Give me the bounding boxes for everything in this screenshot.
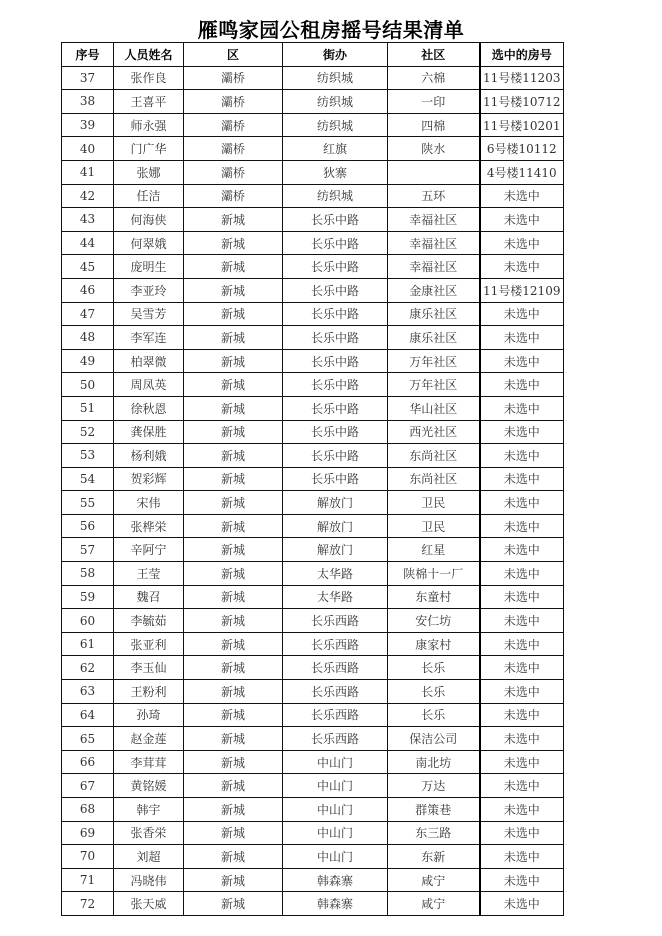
cell-district: 新城 <box>184 467 283 491</box>
cell-community <box>388 160 480 184</box>
table-row <box>62 113 564 137</box>
cell-subdistrict: 长乐中路 <box>283 302 388 326</box>
cell-subdistrict: 纺织城 <box>283 113 388 137</box>
cell-community: 咸宁 <box>388 892 480 916</box>
cell-selected-room: 未选中 <box>480 727 564 751</box>
cell-serial-number: 56 <box>62 514 114 538</box>
cell-selected-room: 11号楼11203 <box>480 66 564 90</box>
table-row <box>62 66 564 90</box>
header-selected-room: 选中的房号 <box>480 43 564 67</box>
cell-selected-room: 未选中 <box>480 396 564 420</box>
table-row <box>62 349 564 373</box>
cell-district: 灞桥 <box>184 113 283 137</box>
cell-person-name: 赵金莲 <box>114 727 184 751</box>
table-row <box>62 326 564 350</box>
table-row <box>62 585 564 609</box>
cell-community: 长乐 <box>388 680 480 704</box>
cell-district: 新城 <box>184 774 283 798</box>
table-row <box>62 420 564 444</box>
cell-district: 灞桥 <box>184 66 283 90</box>
cell-subdistrict: 长乐西路 <box>283 680 388 704</box>
cell-serial-number: 69 <box>62 821 114 845</box>
cell-selected-room: 未选中 <box>480 750 564 774</box>
cell-serial-number: 54 <box>62 467 114 491</box>
cell-subdistrict: 长乐中路 <box>283 349 388 373</box>
cell-subdistrict: 长乐西路 <box>283 727 388 751</box>
header-serial-number: 序号 <box>62 43 114 67</box>
cell-serial-number: 47 <box>62 302 114 326</box>
cell-subdistrict: 解放门 <box>283 514 388 538</box>
cell-selected-room: 未选中 <box>480 845 564 869</box>
cell-serial-number: 40 <box>62 137 114 161</box>
cell-district: 新城 <box>184 609 283 633</box>
cell-person-name: 李亚玲 <box>114 278 184 302</box>
cell-serial-number: 63 <box>62 680 114 704</box>
cell-selected-room: 未选中 <box>480 656 564 680</box>
cell-selected-room: 未选中 <box>480 420 564 444</box>
cell-person-name: 孙琦 <box>114 703 184 727</box>
cell-community: 康家村 <box>388 632 480 656</box>
cell-serial-number: 67 <box>62 774 114 798</box>
cell-selected-room: 未选中 <box>480 208 564 232</box>
cell-person-name: 庞明生 <box>114 255 184 279</box>
cell-selected-room: 未选中 <box>480 585 564 609</box>
cell-selected-room: 未选中 <box>480 562 564 586</box>
cell-district: 灞桥 <box>184 90 283 114</box>
cell-community: 五环 <box>388 184 480 208</box>
table-row <box>62 184 564 208</box>
cell-person-name: 徐秋恩 <box>114 396 184 420</box>
cell-district: 新城 <box>184 585 283 609</box>
cell-person-name: 何海侠 <box>114 208 184 232</box>
cell-district: 新城 <box>184 255 283 279</box>
table-row <box>62 727 564 751</box>
cell-person-name: 张作良 <box>114 66 184 90</box>
cell-selected-room: 未选中 <box>480 821 564 845</box>
cell-selected-room: 未选中 <box>480 680 564 704</box>
cell-district: 新城 <box>184 444 283 468</box>
cell-serial-number: 68 <box>62 798 114 822</box>
cell-person-name: 宋伟 <box>114 491 184 515</box>
cell-subdistrict: 长乐中路 <box>283 278 388 302</box>
cell-selected-room: 未选中 <box>480 349 564 373</box>
header-person-name: 人员姓名 <box>114 43 184 67</box>
table-row <box>62 467 564 491</box>
cell-subdistrict: 纺织城 <box>283 66 388 90</box>
cell-district: 新城 <box>184 278 283 302</box>
cell-serial-number: 41 <box>62 160 114 184</box>
cell-community: 四棉 <box>388 113 480 137</box>
cell-serial-number: 49 <box>62 349 114 373</box>
cell-district: 灞桥 <box>184 160 283 184</box>
cell-subdistrict: 长乐中路 <box>283 420 388 444</box>
cell-community: 东新 <box>388 845 480 869</box>
cell-community: 康乐社区 <box>388 326 480 350</box>
cell-person-name: 张娜 <box>114 160 184 184</box>
cell-subdistrict: 太华路 <box>283 585 388 609</box>
cell-serial-number: 53 <box>62 444 114 468</box>
cell-selected-room: 未选中 <box>480 373 564 397</box>
cell-subdistrict: 长乐西路 <box>283 656 388 680</box>
cell-community: 东尚社区 <box>388 467 480 491</box>
cell-community: 卫民 <box>388 514 480 538</box>
cell-serial-number: 45 <box>62 255 114 279</box>
cell-community: 东三路 <box>388 821 480 845</box>
cell-district: 新城 <box>184 373 283 397</box>
table-row <box>62 750 564 774</box>
cell-selected-room: 11号楼10712 <box>480 90 564 114</box>
cell-person-name: 黄铭媛 <box>114 774 184 798</box>
cell-district: 新城 <box>184 868 283 892</box>
cell-person-name: 龚保胜 <box>114 420 184 444</box>
cell-subdistrict: 长乐西路 <box>283 632 388 656</box>
cell-subdistrict: 长乐中路 <box>283 373 388 397</box>
cell-community: 幸福社区 <box>388 255 480 279</box>
cell-person-name: 任洁 <box>114 184 184 208</box>
cell-serial-number: 57 <box>62 538 114 562</box>
cell-selected-room: 未选中 <box>480 444 564 468</box>
header-community: 社区 <box>388 43 480 67</box>
cell-selected-room: 未选中 <box>480 703 564 727</box>
cell-community: 南北坊 <box>388 750 480 774</box>
cell-subdistrict: 中山门 <box>283 845 388 869</box>
cell-person-name: 张天威 <box>114 892 184 916</box>
cell-selected-room: 未选中 <box>480 467 564 491</box>
cell-person-name: 李茸茸 <box>114 750 184 774</box>
cell-person-name: 王喜平 <box>114 90 184 114</box>
cell-person-name: 刘超 <box>114 845 184 869</box>
table-row <box>62 396 564 420</box>
cell-person-name: 何翠娥 <box>114 231 184 255</box>
table-row <box>62 892 564 916</box>
cell-person-name: 贺彩辉 <box>114 467 184 491</box>
cell-serial-number: 58 <box>62 562 114 586</box>
cell-subdistrict: 中山门 <box>283 798 388 822</box>
table-row <box>62 703 564 727</box>
cell-person-name: 李玉仙 <box>114 656 184 680</box>
cell-district: 新城 <box>184 326 283 350</box>
header-subdistrict: 街办 <box>283 43 388 67</box>
cell-serial-number: 51 <box>62 396 114 420</box>
cell-community: 东尚社区 <box>388 444 480 468</box>
table-row <box>62 562 564 586</box>
cell-district: 灞桥 <box>184 184 283 208</box>
cell-selected-room: 11号楼10201 <box>480 113 564 137</box>
cell-serial-number: 46 <box>62 278 114 302</box>
cell-serial-number: 71 <box>62 868 114 892</box>
cell-selected-room: 未选中 <box>480 798 564 822</box>
header-district: 区 <box>184 43 283 67</box>
cell-district: 新城 <box>184 396 283 420</box>
cell-subdistrict: 解放门 <box>283 538 388 562</box>
cell-district: 新城 <box>184 727 283 751</box>
cell-district: 新城 <box>184 821 283 845</box>
cell-community: 东童村 <box>388 585 480 609</box>
cell-selected-room: 未选中 <box>480 184 564 208</box>
cell-serial-number: 43 <box>62 208 114 232</box>
cell-community: 幸福社区 <box>388 208 480 232</box>
cell-subdistrict: 纺织城 <box>283 90 388 114</box>
table-row <box>62 255 564 279</box>
table-body <box>62 66 564 915</box>
cell-community: 咸宁 <box>388 868 480 892</box>
table-row <box>62 680 564 704</box>
lottery-results-table <box>61 42 564 916</box>
cell-subdistrict: 中山门 <box>283 821 388 845</box>
cell-district: 新城 <box>184 703 283 727</box>
cell-subdistrict: 长乐中路 <box>283 396 388 420</box>
cell-selected-room: 11号楼12109 <box>480 278 564 302</box>
cell-subdistrict: 中山门 <box>283 774 388 798</box>
cell-person-name: 吴雪芳 <box>114 302 184 326</box>
cell-district: 新城 <box>184 302 283 326</box>
cell-serial-number: 37 <box>62 66 114 90</box>
cell-subdistrict: 太华路 <box>283 562 388 586</box>
cell-person-name: 冯晓伟 <box>114 868 184 892</box>
cell-subdistrict: 长乐西路 <box>283 609 388 633</box>
cell-community: 陕棉十一厂 <box>388 562 480 586</box>
cell-subdistrict: 长乐中路 <box>283 208 388 232</box>
cell-serial-number: 55 <box>62 491 114 515</box>
cell-serial-number: 61 <box>62 632 114 656</box>
cell-selected-room: 未选中 <box>480 302 564 326</box>
cell-district: 新城 <box>184 491 283 515</box>
table-row <box>62 278 564 302</box>
cell-community: 西光社区 <box>388 420 480 444</box>
cell-selected-room: 6号楼10112 <box>480 137 564 161</box>
table-row <box>62 514 564 538</box>
document-title: 雁鸣家园公租房摇号结果清单 <box>197 18 465 42</box>
cell-district: 新城 <box>184 750 283 774</box>
cell-selected-room: 未选中 <box>480 609 564 633</box>
table-header-row <box>62 43 564 67</box>
cell-district: 新城 <box>184 845 283 869</box>
cell-district: 灞桥 <box>184 137 283 161</box>
cell-community: 华山社区 <box>388 396 480 420</box>
cell-selected-room: 未选中 <box>480 491 564 515</box>
cell-person-name: 张香栄 <box>114 821 184 845</box>
cell-subdistrict: 红旗 <box>283 137 388 161</box>
cell-serial-number: 72 <box>62 892 114 916</box>
cell-selected-room: 未选中 <box>480 892 564 916</box>
cell-serial-number: 64 <box>62 703 114 727</box>
cell-community: 六棉 <box>388 66 480 90</box>
cell-person-name: 门广华 <box>114 137 184 161</box>
cell-district: 新城 <box>184 892 283 916</box>
cell-community: 红星 <box>388 538 480 562</box>
cell-subdistrict: 纺织城 <box>283 184 388 208</box>
cell-person-name: 柏翠微 <box>114 349 184 373</box>
cell-serial-number: 50 <box>62 373 114 397</box>
cell-serial-number: 44 <box>62 231 114 255</box>
cell-community: 长乐 <box>388 656 480 680</box>
cell-district: 新城 <box>184 632 283 656</box>
table-row <box>62 491 564 515</box>
cell-community: 万达 <box>388 774 480 798</box>
cell-selected-room: 未选中 <box>480 774 564 798</box>
table-row <box>62 444 564 468</box>
cell-person-name: 王粉利 <box>114 680 184 704</box>
cell-subdistrict: 解放门 <box>283 491 388 515</box>
cell-person-name: 杨利娥 <box>114 444 184 468</box>
cell-serial-number: 65 <box>62 727 114 751</box>
cell-subdistrict: 长乐中路 <box>283 444 388 468</box>
cell-subdistrict: 长乐西路 <box>283 703 388 727</box>
table-row <box>62 798 564 822</box>
cell-community: 安仁坊 <box>388 609 480 633</box>
cell-community: 幸福社区 <box>388 231 480 255</box>
cell-person-name: 李军连 <box>114 326 184 350</box>
table-row <box>62 774 564 798</box>
cell-person-name: 张亚利 <box>114 632 184 656</box>
cell-subdistrict: 狄寨 <box>283 160 388 184</box>
table-row <box>62 302 564 326</box>
cell-community: 陕水 <box>388 137 480 161</box>
cell-subdistrict: 中山门 <box>283 750 388 774</box>
table-row <box>62 845 564 869</box>
table-row <box>62 137 564 161</box>
cell-subdistrict: 韩森寨 <box>283 868 388 892</box>
cell-selected-room: 未选中 <box>480 514 564 538</box>
cell-subdistrict: 长乐中路 <box>283 255 388 279</box>
table-row <box>62 90 564 114</box>
cell-serial-number: 59 <box>62 585 114 609</box>
cell-serial-number: 66 <box>62 750 114 774</box>
cell-district: 新城 <box>184 562 283 586</box>
table-row <box>62 208 564 232</box>
cell-serial-number: 70 <box>62 845 114 869</box>
table-row <box>62 609 564 633</box>
cell-person-name: 师永强 <box>114 113 184 137</box>
cell-person-name: 韩宇 <box>114 798 184 822</box>
cell-community: 万年社区 <box>388 373 480 397</box>
cell-district: 新城 <box>184 538 283 562</box>
cell-selected-room: 4号楼11410 <box>480 160 564 184</box>
cell-district: 新城 <box>184 680 283 704</box>
cell-serial-number: 48 <box>62 326 114 350</box>
cell-subdistrict: 长乐中路 <box>283 231 388 255</box>
cell-person-name: 辛阿宁 <box>114 538 184 562</box>
cell-subdistrict: 长乐中路 <box>283 326 388 350</box>
cell-district: 新城 <box>184 208 283 232</box>
cell-selected-room: 未选中 <box>480 868 564 892</box>
cell-serial-number: 39 <box>62 113 114 137</box>
cell-person-name: 王莹 <box>114 562 184 586</box>
cell-community: 金康社区 <box>388 278 480 302</box>
cell-person-name: 李毓茹 <box>114 609 184 633</box>
cell-community: 群策巷 <box>388 798 480 822</box>
cell-community: 万年社区 <box>388 349 480 373</box>
table-row <box>62 656 564 680</box>
cell-serial-number: 60 <box>62 609 114 633</box>
cell-community: 一印 <box>388 90 480 114</box>
table-row <box>62 632 564 656</box>
cell-community: 保洁公司 <box>388 727 480 751</box>
cell-person-name: 魏召 <box>114 585 184 609</box>
cell-serial-number: 52 <box>62 420 114 444</box>
cell-district: 新城 <box>184 420 283 444</box>
cell-person-name: 张桦栄 <box>114 514 184 538</box>
cell-serial-number: 42 <box>62 184 114 208</box>
cell-serial-number: 62 <box>62 656 114 680</box>
cell-community: 康乐社区 <box>388 302 480 326</box>
table-row <box>62 538 564 562</box>
cell-selected-room: 未选中 <box>480 326 564 350</box>
table-row <box>62 821 564 845</box>
cell-selected-room: 未选中 <box>480 538 564 562</box>
cell-selected-room: 未选中 <box>480 231 564 255</box>
cell-subdistrict: 韩森寨 <box>283 892 388 916</box>
cell-district: 新城 <box>184 656 283 680</box>
table-row <box>62 868 564 892</box>
cell-district: 新城 <box>184 514 283 538</box>
table-row <box>62 160 564 184</box>
cell-community: 长乐 <box>388 703 480 727</box>
cell-person-name: 周凤英 <box>114 373 184 397</box>
table-row <box>62 373 564 397</box>
cell-selected-room: 未选中 <box>480 255 564 279</box>
cell-district: 新城 <box>184 349 283 373</box>
cell-selected-room: 未选中 <box>480 632 564 656</box>
table-row <box>62 231 564 255</box>
cell-subdistrict: 长乐中路 <box>283 467 388 491</box>
cell-district: 新城 <box>184 231 283 255</box>
cell-community: 卫民 <box>388 491 480 515</box>
cell-district: 新城 <box>184 798 283 822</box>
cell-serial-number: 38 <box>62 90 114 114</box>
